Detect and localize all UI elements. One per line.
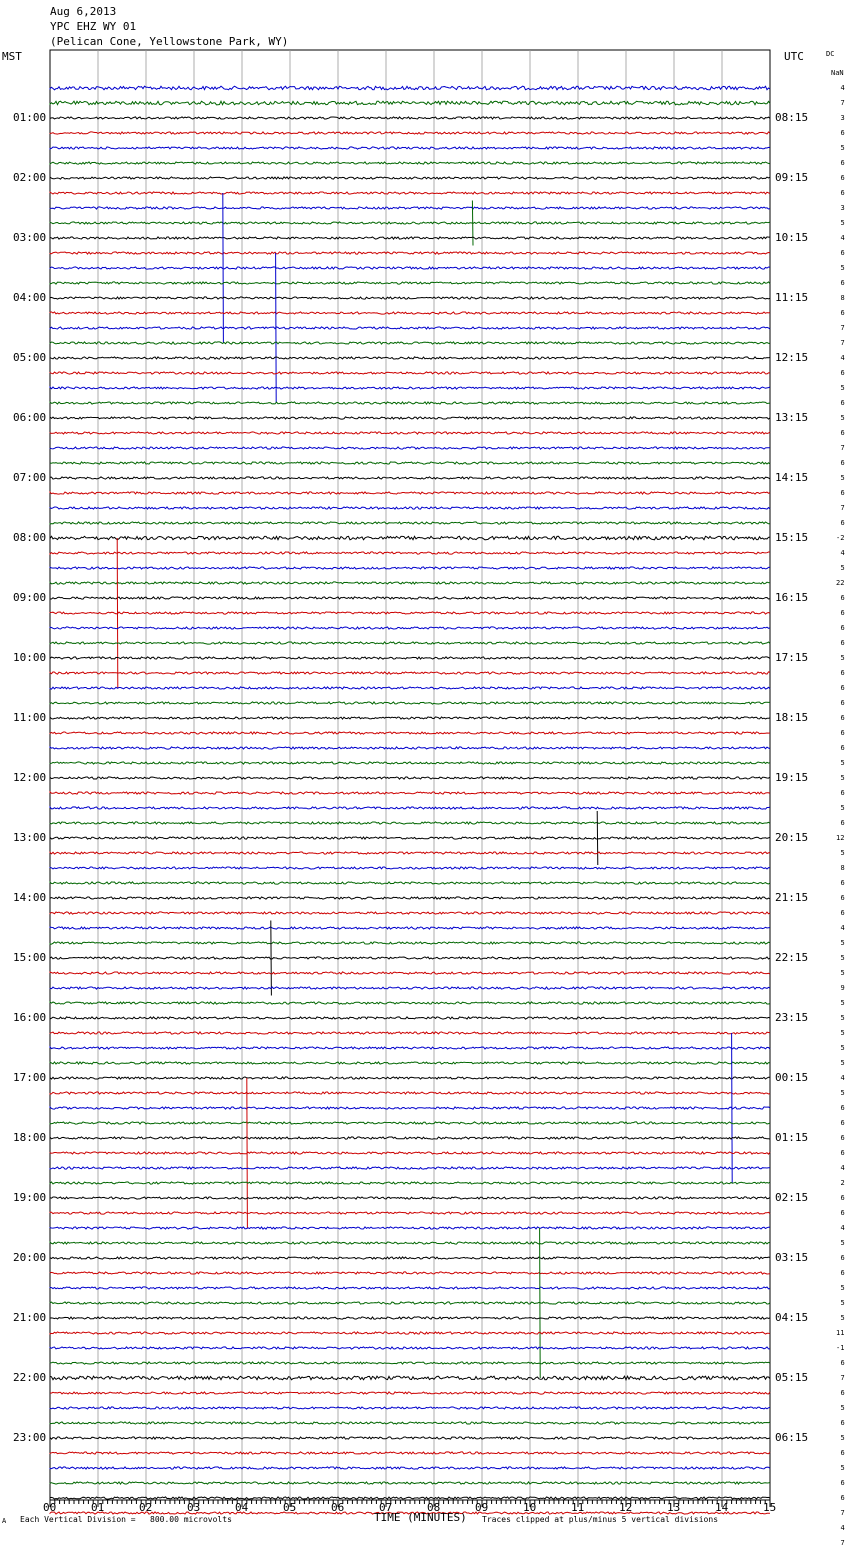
dc-offset-value: 6 (840, 624, 845, 632)
dc-offset-value: 8 (840, 294, 845, 302)
dc-offset-value: 5 (840, 1239, 845, 1247)
utc-axis-title: UTC (784, 50, 804, 63)
trace-row (50, 1332, 770, 1334)
trace-row (50, 1017, 770, 1019)
trace-row (50, 972, 770, 974)
trace-row (50, 1422, 770, 1424)
trace-row (50, 777, 770, 779)
trace-row (50, 1482, 770, 1484)
dc-offset-value: 6 (840, 459, 845, 467)
utc-hour-label: 19:15 (775, 771, 809, 784)
dc-offset-value: 5 (840, 1434, 845, 1442)
dc-offset-value: 6 (840, 609, 845, 617)
trace-row (50, 1376, 770, 1380)
mst-hour-label: 01:00 (13, 111, 47, 124)
dc-offset-value: 7 (840, 324, 845, 332)
trace-row (50, 132, 770, 134)
dc-offset-value: 6 (840, 1119, 845, 1127)
dc-offset-value: 3 (840, 204, 845, 212)
mst-hour-label: 12:00 (13, 771, 47, 784)
dc-offset-value: 5 (840, 264, 845, 272)
dc-offset-value: 6 (840, 399, 845, 407)
dc-offset-value: 6 (840, 639, 845, 647)
trace-row (50, 1437, 770, 1439)
dc-offset-value: 6 (840, 519, 845, 527)
trace-row (50, 1077, 770, 1079)
trace-row (50, 627, 770, 629)
dc-offset-value: 5 (840, 954, 845, 962)
dc-offset-value: 6 (840, 699, 845, 707)
trace-row (50, 1392, 770, 1394)
dc-offset-value: 6 (840, 909, 845, 917)
trace-row (50, 162, 770, 164)
dc-offset-value: 4 (840, 84, 845, 92)
utc-hour-label: 05:15 (775, 1371, 809, 1384)
dc-offset-value: 6 (840, 489, 845, 497)
trace-row (50, 477, 770, 479)
utc-hour-label: 18:15 (775, 711, 809, 724)
trace-row (50, 732, 770, 734)
trace-row (50, 1033, 770, 1183)
dc-offset-value: 8 (840, 864, 845, 872)
x-tick-label: 02 (139, 1501, 153, 1514)
station-location: (Pelican Cone, Yellowstone Park, WY) (50, 35, 289, 48)
trace-row (50, 552, 770, 554)
utc-hour-label: 02:15 (775, 1191, 809, 1204)
dc-offset-value: 6 (840, 594, 845, 602)
dc-offset-value: 7 (840, 1539, 845, 1547)
trace-row (50, 597, 770, 599)
trace-row (50, 1047, 770, 1049)
x-tick-label: 05 (283, 1501, 297, 1514)
dc-offset-value: 5 (840, 564, 845, 572)
dc-offset-value: 5 (840, 1404, 845, 1412)
dc-offset-value: 6 (840, 1209, 845, 1217)
dc-offset-value: 7 (840, 99, 845, 107)
dc-offset-value: 6 (840, 1269, 845, 1277)
dc-offset-value: 5 (840, 1299, 845, 1307)
trace-row (50, 792, 770, 794)
trace-row (50, 1137, 770, 1139)
x-tick-label: 11 (571, 1501, 585, 1514)
dc-offset-value: 7 (840, 504, 845, 512)
x-tick-label: 00 (43, 1501, 57, 1514)
mst-hour-label: 07:00 (13, 471, 47, 484)
utc-hour-label: 12:15 (775, 351, 809, 364)
dc-offset-value: -1 (836, 1344, 845, 1352)
trace-row (50, 536, 770, 540)
trace-row (50, 297, 770, 299)
clip-note: Traces clipped at plus/minus 5 vertical divisions (482, 1515, 719, 1524)
trace-row (50, 1228, 770, 1378)
trace-row (50, 312, 770, 314)
x-tick-label: 07 (379, 1501, 393, 1514)
trace-row (50, 867, 770, 869)
trace-row (50, 822, 770, 824)
dc-offset-value: 4 (840, 924, 845, 932)
x-tick-label: 03 (187, 1501, 201, 1514)
dc-offset-value: 5 (840, 654, 845, 662)
trace-row (50, 987, 770, 989)
dc-offset-value: 5 (840, 1284, 845, 1292)
mst-hour-label: 15:00 (13, 951, 47, 964)
trace-row (50, 1347, 770, 1349)
trace-row (50, 1078, 770, 1228)
dc-offset-value: 6 (840, 159, 845, 167)
trace-row (50, 1182, 770, 1184)
dc-offset-value: 6 (840, 1134, 845, 1142)
dc-offset-value: 12 (836, 834, 845, 842)
trace-row (50, 117, 770, 119)
mst-hour-label: 22:00 (13, 1371, 47, 1384)
dc-offset-value: 6 (840, 1419, 845, 1427)
mst-hour-label: 13:00 (13, 831, 47, 844)
dc-first-value: NaN (831, 69, 844, 77)
utc-hour-label: 15:15 (775, 531, 809, 544)
x-tick-label: 12 (619, 1501, 633, 1514)
trace-row (50, 432, 770, 434)
dc-offset-value: 6 (840, 249, 845, 257)
dc-offset-value: 6 (840, 1254, 845, 1262)
trace-row (50, 282, 770, 284)
mst-hour-label: 10:00 (13, 651, 47, 664)
dc-offset-value: 5 (840, 999, 845, 1007)
x-tick-label: 14 (715, 1501, 729, 1514)
dc-offset-value: 6 (840, 669, 845, 677)
trace-row (50, 237, 770, 239)
trace-row (50, 912, 770, 914)
dc-offset-value: 5 (840, 144, 845, 152)
trace-row (50, 1092, 770, 1094)
dc-offset-value: 5 (840, 1014, 845, 1022)
x-tick-label: 06 (331, 1501, 345, 1514)
utc-hour-label: 13:15 (775, 411, 809, 424)
trace-row (50, 882, 770, 884)
dc-offset-value: 6 (840, 714, 845, 722)
mst-hour-label: 04:00 (13, 291, 47, 304)
mst-hour-label: 20:00 (13, 1251, 47, 1264)
dc-offset-value: 5 (840, 1059, 845, 1067)
dc-offset-value: 5 (840, 1314, 845, 1322)
trace-row (50, 1287, 770, 1289)
dc-offset-value: 4 (840, 1164, 845, 1172)
trace-row (50, 192, 770, 194)
trace-row (50, 252, 770, 254)
utc-hour-label: 10:15 (775, 231, 809, 244)
dc-offset-value: -2 (836, 534, 845, 542)
x-tick-label: 13 (667, 1501, 681, 1514)
mst-hour-label: 02:00 (13, 171, 47, 184)
mst-hour-label: 18:00 (13, 1131, 47, 1144)
mst-hour-label: 16:00 (13, 1011, 47, 1024)
trace-row (50, 811, 770, 865)
plot-date: Aug 6,2013 (50, 5, 117, 18)
dc-offset-value: 5 (840, 1029, 845, 1037)
dc-offset-value: 6 (840, 684, 845, 692)
dc-offset-value: 11 (836, 1329, 845, 1337)
trace-row (50, 852, 770, 854)
utc-hour-label: 03:15 (775, 1251, 809, 1264)
dc-offset-value: 6 (840, 1389, 845, 1397)
dc-offset-value: 5 (840, 969, 845, 977)
trace-row (50, 1227, 770, 1229)
trace-row (50, 492, 770, 494)
dc-offset-value: 4 (840, 1524, 845, 1532)
mst-hour-label: 08:00 (13, 531, 47, 544)
dc-offset-value: 2 (840, 1179, 845, 1187)
trace-row (50, 1497, 770, 1499)
trace-row (50, 1467, 770, 1469)
dc-offset-value: 6 (840, 879, 845, 887)
utc-hour-label: 11:15 (775, 291, 809, 304)
dc-offset-value: 5 (840, 774, 845, 782)
x-axis-label: TIME (MINUTES) (374, 1511, 467, 1524)
trace-row (50, 507, 770, 509)
trace-row (50, 1062, 770, 1064)
dc-offset-value: 5 (840, 1464, 845, 1472)
trace-row (50, 1407, 770, 1409)
dc-offset-value: 4 (840, 549, 845, 557)
trace-row (50, 193, 770, 343)
utc-hour-label: 01:15 (775, 1131, 809, 1144)
dc-offset-value: 5 (840, 414, 845, 422)
dc-offset-value: 5 (840, 939, 845, 947)
mst-axis-title: MST (2, 50, 22, 63)
trace-row (50, 402, 770, 404)
trace-row (50, 372, 770, 374)
dc-offset-value: 6 (840, 789, 845, 797)
station-code: YPC EHZ WY 01 (50, 20, 137, 33)
dc-offset-value: 6 (840, 729, 845, 737)
trace-row (50, 1167, 770, 1169)
trace-row (50, 1317, 770, 1319)
trace-row (50, 1212, 770, 1214)
dc-offset-value: 7 (840, 339, 845, 347)
mst-hour-label: 21:00 (13, 1311, 47, 1324)
utc-hour-label: 22:15 (775, 951, 809, 964)
trace-row (50, 1452, 770, 1454)
x-tick-label: 15 (763, 1501, 777, 1514)
mst-hour-label: 03:00 (13, 231, 47, 244)
trace-row (50, 86, 770, 90)
dc-offset-value: 9 (840, 984, 845, 992)
trace-row (50, 101, 770, 105)
dc-offset-value: 6 (840, 819, 845, 827)
trace-row (50, 253, 770, 403)
utc-hour-label: 21:15 (775, 891, 809, 904)
scale-prefix: Each Vertical Division = (20, 1515, 136, 1524)
dc-offset-value: 4 (840, 354, 845, 362)
trace-row (50, 207, 770, 209)
mst-hour-label: 19:00 (13, 1191, 47, 1204)
trace-row (50, 1122, 770, 1124)
dc-offset-value: 5 (840, 804, 845, 812)
trace-row (50, 1362, 770, 1364)
trace-row (50, 417, 770, 419)
trace-row (50, 387, 770, 389)
x-tick-label: 08 (427, 1501, 441, 1514)
dc-offset-value: 6 (840, 1359, 845, 1367)
trace-row (50, 1197, 770, 1199)
dc-offset-value: 6 (840, 894, 845, 902)
trace-row (50, 1242, 770, 1244)
trace-row (50, 657, 770, 659)
dc-offset-value: 6 (840, 1494, 845, 1502)
utc-hour-label: 20:15 (775, 831, 809, 844)
dc-offset-value: 5 (840, 1089, 845, 1097)
dc-offset-value: 7 (840, 1509, 845, 1517)
trace-row (50, 942, 770, 944)
trace-row (50, 447, 770, 449)
dc-offset-value: 7 (840, 1374, 845, 1382)
mst-hour-label: 09:00 (13, 591, 47, 604)
trace-row (50, 1272, 770, 1274)
trace-row (50, 747, 770, 749)
x-tick-label: 04 (235, 1501, 249, 1514)
trace-row (50, 687, 770, 689)
utc-hour-label: 09:15 (775, 171, 809, 184)
dc-offset-value: 6 (840, 129, 845, 137)
dc-offset-value: 6 (840, 1194, 845, 1202)
x-tick-label: 09 (475, 1501, 489, 1514)
utc-hour-label: 04:15 (775, 1311, 809, 1324)
dc-offset-value: 22 (836, 579, 845, 587)
trace-row (50, 522, 770, 524)
dc-offset-value: 6 (840, 369, 845, 377)
utc-hour-label: 17:15 (775, 651, 809, 664)
mst-hour-label: 23:00 (13, 1431, 47, 1444)
trace-row (50, 1032, 770, 1034)
mst-hour-label: 17:00 (13, 1071, 47, 1084)
trace-row (50, 672, 770, 674)
utc-hour-label: 14:15 (775, 471, 809, 484)
mst-hour-label: 05:00 (13, 351, 47, 364)
trace-row (50, 538, 770, 688)
trace-row (50, 582, 770, 584)
utc-hour-label: 23:15 (775, 1011, 809, 1024)
dc-offset-value: 6 (840, 174, 845, 182)
trace-row (50, 921, 770, 996)
dc-offset-value: 6 (840, 1449, 845, 1457)
dc-offset-value: 4 (840, 1224, 845, 1232)
dc-offset-value: 6 (840, 189, 845, 197)
trace-row (50, 1257, 770, 1259)
utc-hour-label: 06:15 (775, 1431, 809, 1444)
dc-offset-value: 6 (840, 309, 845, 317)
dc-offset-value: 5 (840, 849, 845, 857)
dc-title: DC (826, 50, 835, 58)
trace-row (50, 897, 770, 899)
trace-row (50, 642, 770, 644)
trace-row (50, 147, 770, 149)
dc-offset-value: 5 (840, 1044, 845, 1052)
scale-value: 800.00 microvolts (150, 1515, 232, 1524)
dc-offset-value: 5 (840, 219, 845, 227)
dc-offset-value: 3 (840, 114, 845, 122)
x-tick-label: 01 (91, 1501, 105, 1514)
dc-offset-value: 6 (840, 1149, 845, 1157)
dc-offset-value: 6 (840, 429, 845, 437)
trace-row (50, 717, 770, 719)
trace-row (50, 357, 770, 359)
dc-offset-value: 6 (840, 1104, 845, 1112)
dc-offset-value: 6 (840, 744, 845, 752)
dc-offset-value: 7 (840, 444, 845, 452)
trace-row (50, 927, 770, 929)
corner-mark: A (2, 1517, 7, 1525)
utc-hour-label: 16:15 (775, 591, 809, 604)
mst-hour-label: 14:00 (13, 891, 47, 904)
dc-offset-value: 4 (840, 1074, 845, 1082)
mst-hour-label: 06:00 (13, 411, 47, 424)
dc-offset-value: 6 (840, 279, 845, 287)
dc-offset-value: 4 (840, 234, 845, 242)
dc-offset-value: 5 (840, 384, 845, 392)
trace-row (50, 462, 770, 464)
trace-row (50, 807, 770, 809)
dc-offset-value: 5 (840, 474, 845, 482)
mst-hour-label: 11:00 (13, 711, 47, 724)
dc-offset-value: 5 (840, 759, 845, 767)
trace-row (50, 567, 770, 569)
utc-hour-label: 08:15 (775, 111, 809, 124)
trace-row (50, 1002, 770, 1004)
trace-row (50, 702, 770, 704)
dc-offset-value: 6 (840, 1479, 845, 1487)
trace-row (50, 762, 770, 764)
utc-hour-label: 00:15 (775, 1071, 809, 1084)
x-tick-label: 10 (523, 1501, 537, 1514)
trace-row (50, 342, 770, 344)
trace-row (50, 177, 770, 179)
